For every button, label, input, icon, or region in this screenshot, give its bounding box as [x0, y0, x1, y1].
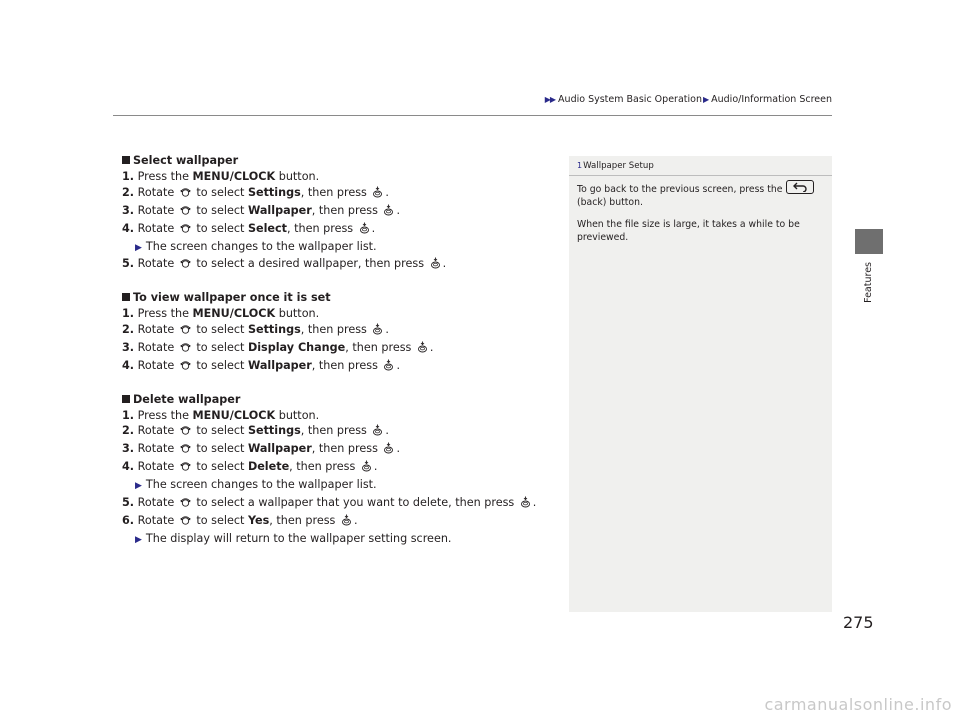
step-number: 2.	[122, 185, 135, 199]
selector-knob-rotate-icon	[180, 223, 191, 239]
step-text: , then press	[287, 221, 357, 235]
step-text: to select a desired wallpaper, then press	[192, 257, 428, 271]
selector-knob-rotate-icon	[180, 443, 191, 459]
result-arrow-icon: ▶	[135, 242, 142, 253]
breadcrumb-arrows-icon: ▶▶	[544, 95, 556, 104]
result-arrow-icon: ▶	[135, 481, 142, 492]
selector-knob-rotate-icon	[180, 324, 191, 340]
step-text: Rotate	[137, 221, 178, 235]
section-heading	[122, 153, 562, 169]
selector-knob-press-icon	[361, 460, 372, 477]
step-text: to select	[192, 340, 248, 354]
breadcrumb-item[interactable]: Audio/Information Screen	[711, 94, 832, 105]
selector-knob-press-icon	[372, 186, 383, 203]
step-text: to select	[192, 424, 248, 438]
step-text: button.	[275, 408, 320, 422]
header-rule	[113, 115, 832, 116]
step-text: .	[385, 185, 389, 199]
step-text: .	[371, 221, 376, 235]
heading-bullet-icon	[122, 395, 130, 403]
note-title: 1Wallpaper Setup	[577, 161, 654, 171]
step-text: to select	[192, 358, 248, 372]
step-text: , then press	[289, 460, 359, 474]
step-number: 1.	[122, 307, 135, 321]
instruction-step	[122, 441, 562, 459]
step-text: , then press	[311, 358, 382, 372]
step-text: Rotate	[137, 496, 178, 510]
section-title: Delete wallpaper	[133, 392, 241, 406]
selector-knob-rotate-icon	[180, 461, 191, 477]
step-text: .	[442, 257, 447, 271]
selector-knob-rotate-icon	[180, 360, 191, 376]
selector-knob-press-icon	[430, 257, 441, 274]
step-text: Rotate	[137, 203, 178, 217]
step-key-label: Wallpaper	[247, 358, 312, 372]
step-key-label: Wallpaper	[247, 442, 312, 456]
instruction-step	[122, 221, 562, 239]
selector-knob-rotate-icon	[180, 258, 191, 274]
instruction-section	[122, 153, 562, 274]
step-number: 5.	[122, 257, 135, 271]
note-body	[569, 176, 832, 244]
breadcrumb-separator-icon: ▶	[702, 95, 710, 104]
selector-knob-rotate-icon	[180, 205, 191, 221]
step-text: Press the	[137, 408, 193, 422]
step-number: 4.	[122, 221, 135, 235]
step-text: Press the	[137, 169, 193, 183]
main-content	[122, 153, 562, 549]
step-text: Rotate	[137, 340, 178, 354]
selector-knob-press-icon	[341, 514, 352, 531]
selector-knob-press-icon	[520, 496, 531, 513]
step-text: .	[353, 514, 358, 527]
selector-knob-rotate-icon	[180, 342, 191, 358]
selector-knob-press-icon	[383, 442, 394, 459]
step-text: .	[429, 340, 434, 354]
instruction-step	[122, 256, 562, 274]
step-text: , then press	[311, 442, 382, 456]
step-text: .	[396, 203, 401, 217]
result-arrow-icon: ▶	[135, 534, 142, 545]
step-number: 2.	[122, 424, 135, 438]
step-number: 5.	[122, 496, 135, 510]
step-text: Rotate	[137, 460, 178, 474]
result-text: The display will return to the wallpaper setting screen.	[145, 531, 452, 545]
step-number: 1.	[122, 169, 135, 183]
step-key-label: MENU/CLOCK	[192, 408, 276, 422]
note-paragraph: To go back to the previous screen, press the (back) button.	[577, 180, 822, 209]
step-key-label: Settings	[247, 424, 301, 438]
note-paragraph: When the file size is large, it takes a while to be previewed.	[577, 219, 800, 243]
chapter-tab[interactable]	[855, 229, 883, 254]
step-key-label: Wallpaper	[247, 203, 312, 217]
step-result	[122, 531, 562, 549]
reference-icon: 1	[577, 161, 583, 170]
selector-knob-press-icon	[383, 204, 394, 221]
step-key-label: MENU/CLOCK	[192, 169, 276, 183]
instruction-step	[122, 169, 562, 185]
heading-bullet-icon	[122, 293, 130, 301]
step-key-label: Settings	[247, 323, 301, 337]
step-number: 2.	[122, 323, 135, 337]
heading-bullet-icon	[122, 156, 130, 164]
selector-knob-press-icon	[383, 359, 394, 376]
section-heading	[122, 392, 562, 408]
instruction-step	[122, 495, 562, 513]
step-number: 1.	[122, 408, 135, 422]
step-text: , then press	[300, 323, 371, 337]
instruction-step	[122, 513, 562, 531]
back-arrow-icon	[786, 180, 814, 194]
breadcrumb	[545, 94, 832, 105]
step-text: Rotate	[137, 358, 178, 372]
step-text: button.	[275, 169, 320, 183]
instruction-step	[122, 459, 562, 477]
step-key-label: Settings	[247, 185, 301, 199]
step-text: Rotate	[137, 323, 178, 337]
section-heading	[122, 290, 562, 306]
instruction-step	[122, 322, 562, 340]
step-text: Rotate	[137, 424, 178, 438]
step-key-label: MENU/CLOCK	[192, 307, 276, 321]
step-number: 3.	[122, 340, 135, 354]
selector-knob-rotate-icon	[180, 497, 191, 513]
step-text: to select	[192, 185, 248, 199]
step-text: , then press	[300, 424, 371, 438]
step-text: , then press	[345, 340, 415, 354]
page-number: 275	[843, 613, 874, 632]
chapter-label: Features	[863, 262, 874, 303]
step-key-label: Display Change	[247, 340, 346, 354]
step-key-label: Delete	[247, 460, 290, 474]
step-text: , then press	[300, 185, 371, 199]
instruction-step	[122, 340, 562, 358]
step-text: to select	[192, 323, 248, 337]
step-text: .	[396, 442, 401, 456]
note-box	[569, 156, 832, 612]
step-text: Rotate	[137, 185, 178, 199]
step-text: .	[373, 460, 378, 474]
result-text: The screen changes to the wallpaper list.	[145, 239, 377, 253]
step-text: Rotate	[137, 257, 178, 271]
step-text: button.	[275, 307, 320, 321]
step-text: .	[532, 496, 537, 510]
step-text: Press the	[137, 307, 193, 321]
step-number: 6.	[122, 514, 135, 527]
step-number: 4.	[122, 358, 135, 372]
selector-knob-press-icon	[372, 424, 383, 441]
step-text: .	[385, 323, 389, 337]
result-text: The screen changes to the wallpaper list.	[145, 478, 377, 492]
selector-knob-press-icon	[372, 323, 383, 340]
step-text: .	[396, 358, 401, 372]
instruction-step	[122, 203, 562, 221]
instruction-step	[122, 185, 562, 203]
watermark: carmanualsonline.info	[764, 695, 952, 714]
step-text: .	[385, 424, 389, 438]
selector-knob-rotate-icon	[180, 515, 191, 531]
step-text: to select	[192, 203, 248, 217]
selector-knob-press-icon	[359, 222, 370, 239]
step-text: Rotate	[137, 442, 178, 456]
instruction-step	[122, 408, 562, 424]
step-text: , then press	[269, 514, 339, 527]
step-key-label: Select	[247, 221, 287, 235]
section-title: To view wallpaper once it is set	[133, 291, 331, 305]
instruction-step	[122, 306, 562, 322]
step-result	[122, 477, 562, 495]
step-result	[122, 239, 562, 257]
section-title: Select wallpaper	[133, 154, 239, 167]
step-number: 3.	[122, 442, 135, 456]
selector-knob-rotate-icon	[180, 425, 191, 441]
step-text: to select	[192, 442, 248, 456]
breadcrumb-item[interactable]: Audio System Basic Operation	[558, 94, 702, 105]
instruction-section	[122, 392, 562, 549]
step-text: to select a wallpaper that you want to delete, then press	[192, 496, 518, 510]
step-text: to select	[192, 514, 248, 527]
step-number: 4.	[122, 460, 135, 474]
instruction-step	[122, 358, 562, 376]
step-text: to select	[192, 460, 248, 474]
step-number: 3.	[122, 203, 135, 217]
step-text: , then press	[311, 203, 382, 217]
instruction-step	[122, 423, 562, 441]
selector-knob-rotate-icon	[180, 187, 191, 203]
step-text: to select	[192, 221, 248, 235]
selector-knob-press-icon	[417, 341, 428, 358]
step-text: Rotate	[137, 514, 178, 527]
instruction-section	[122, 290, 562, 376]
step-key-label: Yes	[247, 514, 270, 527]
